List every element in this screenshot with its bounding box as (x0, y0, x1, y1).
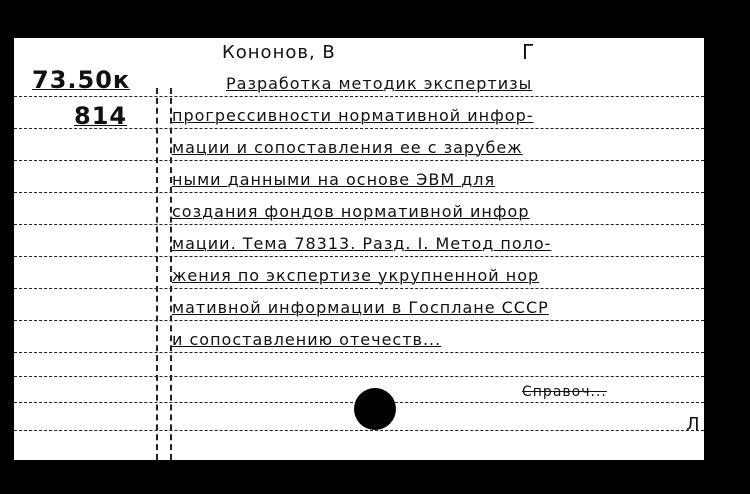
rule-line (14, 430, 704, 431)
catalog-card (14, 38, 704, 460)
rule-line (14, 352, 704, 353)
text-line: жения по экспертизе укрупненной нор (172, 266, 540, 285)
punch-hole (354, 388, 396, 430)
shelfmark: 73.50к (32, 66, 131, 94)
rule-line (14, 376, 704, 377)
corner-mark-bottom: Л (686, 414, 701, 435)
text-line: мативной информации в Госплане СССР (172, 298, 549, 317)
text-line: мации. Тема 78313. Разд. I. Метод поло- (172, 234, 552, 253)
text-line: прогрессивности нормативной инфор- (172, 106, 534, 125)
text-line: создания фондов нормативной инфор (172, 202, 530, 221)
card-number: 814 (74, 102, 128, 130)
corner-mark: Г (522, 40, 536, 64)
rule-line (14, 224, 704, 225)
margin-line (156, 88, 158, 460)
rule-line (14, 160, 704, 161)
text-line: мации и сопоставления ее с зарубеж (172, 138, 523, 157)
rule-line (14, 192, 704, 193)
text-line: ными данными на основе ЭВМ для (172, 170, 496, 189)
rule-line (14, 96, 704, 97)
rule-line (14, 288, 704, 289)
text-line: Разработка методик экспертизы (226, 74, 533, 93)
rule-line (14, 320, 704, 321)
footer-text: Справоч... (522, 384, 607, 400)
text-line: и сопоставлению отечеств... (172, 330, 442, 349)
rule-line (14, 256, 704, 257)
author-name: Кононов, В (222, 42, 336, 63)
